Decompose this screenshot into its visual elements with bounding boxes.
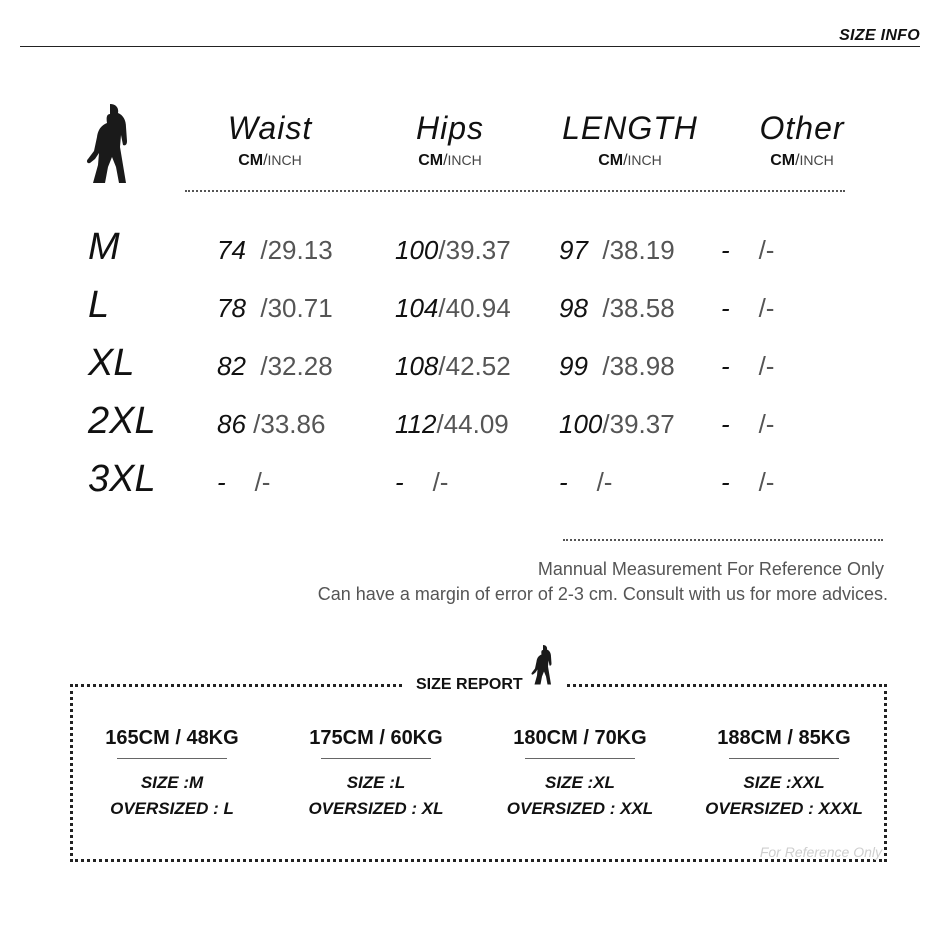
table-cell-other: - /-: [721, 467, 775, 497]
table-cell-length: 100/39.37: [559, 409, 675, 439]
table-cell-other: - /-: [721, 409, 775, 439]
ape-figure-icon: [84, 102, 132, 190]
height-weight: 175CM / 60KG: [309, 727, 443, 749]
table-cell-hips: 104/40.94: [395, 293, 511, 323]
report-underline: [729, 758, 839, 759]
report-underline: [525, 758, 635, 759]
size-label-l: L: [88, 284, 110, 326]
margin-error-note: Can have a margin of error of 2-3 cm. Consult with us for more advices.: [317, 584, 888, 604]
height-weight: 180CM / 70KG: [513, 727, 647, 749]
height-weight: 165CM / 48KG: [105, 727, 239, 749]
table-cell-waist: 86 /33.86: [217, 409, 326, 439]
table-cell-hips: - /-: [395, 467, 449, 497]
table-cell-length: - /-: [559, 467, 613, 497]
table-cell-length: 97 /38.19: [559, 235, 675, 265]
report-item: [276, 727, 476, 819]
oversized-size: OVERSIZED : XXXL: [705, 799, 863, 818]
column-header-length: [550, 112, 710, 170]
column-title: Other: [759, 110, 845, 146]
oversized-size: OVERSIZED : XL: [308, 799, 444, 818]
table-cell-other: - /-: [721, 235, 775, 265]
table-cell-hips: 108/42.52: [395, 351, 511, 381]
column-header-hips: [370, 112, 530, 170]
column-unit: CM/INCH: [238, 152, 302, 169]
table-cell-other: - /-: [721, 351, 775, 381]
ape-figure-icon: [530, 642, 554, 690]
table-cell-hips: 100/39.37: [395, 235, 511, 265]
table-cell-waist: - /-: [217, 467, 271, 497]
reference-footnote: For Reference Only: [759, 844, 882, 860]
column-title: Hips: [415, 110, 484, 146]
size-label-m: M: [88, 226, 120, 268]
table-cell-length: 99 /38.98: [559, 351, 675, 381]
size-label-xl: XL: [88, 342, 135, 384]
header-dotted-divider: [185, 190, 845, 192]
table-cell-waist: 74 /29.13: [217, 235, 333, 265]
column-unit: CM/INCH: [770, 152, 834, 169]
size-label-3xl: 3XL: [88, 458, 156, 500]
table-cell-waist: 78 /30.71: [217, 293, 333, 323]
height-weight: 188CM / 85KG: [717, 727, 851, 749]
report-item: [480, 727, 680, 819]
column-unit: CM/INCH: [418, 152, 482, 169]
column-unit: CM/INCH: [598, 152, 662, 169]
table-cell-other: - /-: [721, 293, 775, 323]
column-header-waist: [190, 112, 350, 170]
size-label-2xl: 2XL: [88, 400, 156, 442]
page-title: SIZE INFO: [839, 27, 920, 44]
report-underline: [321, 758, 431, 759]
table-cell-length: 98 /38.58: [559, 293, 675, 323]
notes-dotted-divider: [563, 539, 883, 541]
report-item: [684, 727, 884, 819]
column-title: LENGTH: [562, 110, 698, 146]
report-item: [72, 727, 272, 819]
recommended-size: SIZE :M: [140, 773, 204, 792]
recommended-size: SIZE :L: [346, 773, 406, 792]
oversized-size: OVERSIZED : L: [110, 799, 234, 818]
column-title: Waist: [227, 110, 313, 146]
recommended-size: SIZE :XL: [545, 773, 615, 792]
table-cell-hips: 112/44.09: [395, 409, 509, 439]
column-header-other: [722, 112, 882, 170]
measurement-note: Mannual Measurement For Reference Only: [537, 559, 884, 579]
report-underline: [117, 758, 227, 759]
oversized-size: OVERSIZED : XXL: [506, 799, 654, 818]
recommended-size: SIZE :XXL: [743, 773, 825, 792]
size-report-title: SIZE REPORT: [416, 676, 523, 693]
table-cell-waist: 82 /32.28: [217, 351, 333, 381]
header-divider: [20, 46, 920, 47]
